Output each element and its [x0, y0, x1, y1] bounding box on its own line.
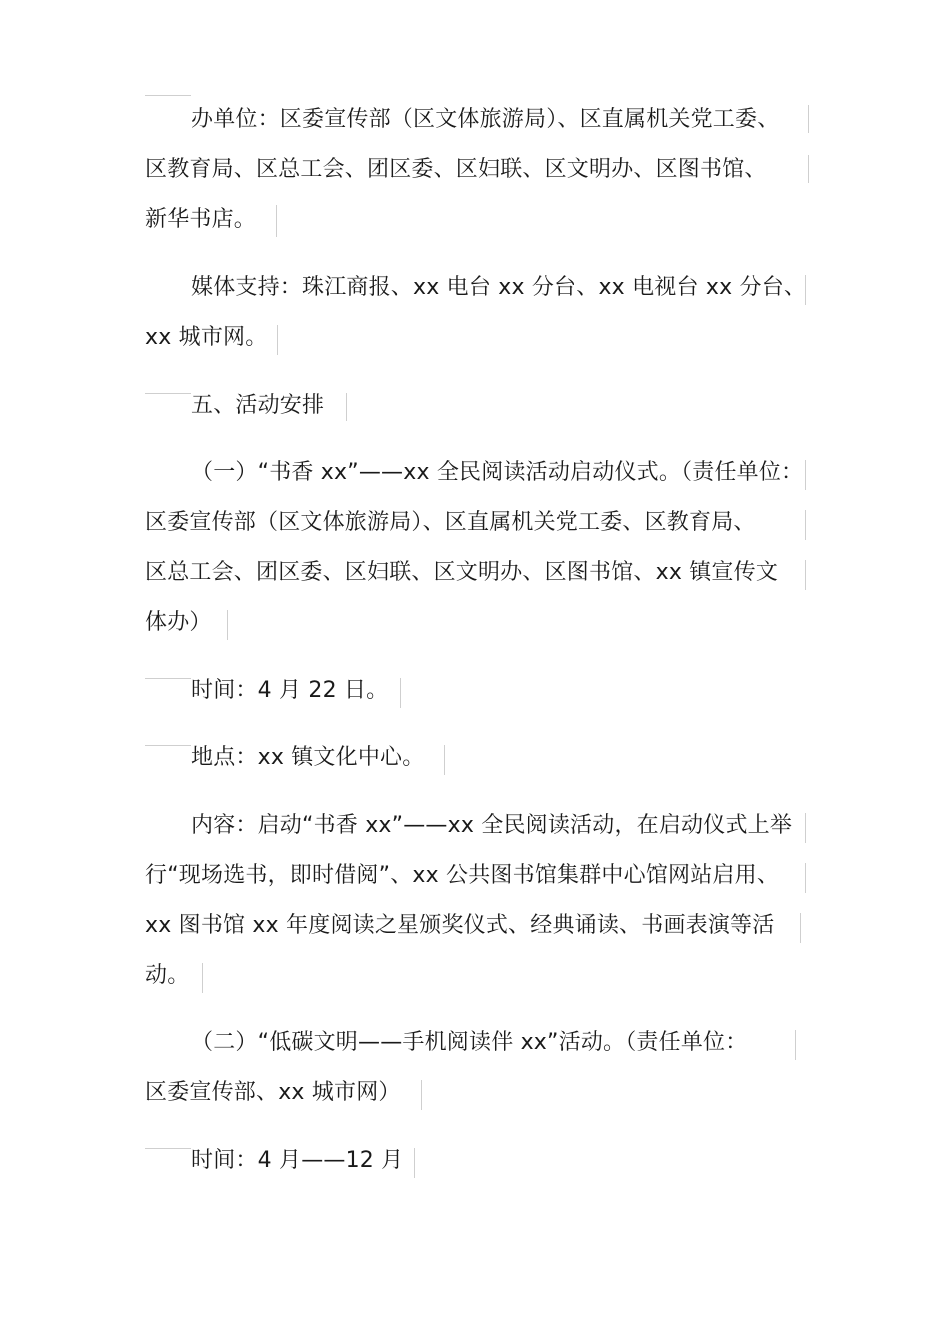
- text-line: （二）“低碳文明——手机阅读伴 xx”活动。（责任单位：: [191, 1030, 748, 1055]
- text-line: 五、活动安排: [191, 393, 325, 418]
- text-line: 办单位：区委宣传部（区文体旅游局）、区直属机关党工委、: [191, 107, 780, 132]
- text-line: 区委宣传部（区文体旅游局）、区直属机关党工委、区教育局、: [145, 510, 756, 535]
- text-line: 区总工会、团区委、区妇联、区文明办、区图书馆、xx 镇宣传文: [145, 560, 779, 585]
- section-heading: [145, 381, 809, 431]
- paragraph-content: [145, 801, 809, 1001]
- text-line: 新华书店。: [145, 207, 257, 232]
- paragraph-activity-one: [145, 448, 809, 648]
- text-line: 媒体支持：珠江商报、xx 电台 xx 分台、xx 电视台 xx 分台、: [191, 275, 807, 300]
- text-line: 行“现场选书，即时借阅”、xx 公共图书馆集群中心馆网站启用、: [145, 863, 780, 888]
- text-line: xx 图书馆 xx 年度阅读之星颁奖仪式、经典诵读、书画表演等活: [145, 913, 775, 938]
- paragraph-time: [145, 666, 809, 716]
- paragraph-location: [145, 733, 809, 783]
- text-line: xx 城市网。: [145, 325, 268, 350]
- paragraph-organizers: [145, 95, 809, 245]
- text-line: 时间：4 月——12 月: [191, 1148, 404, 1173]
- paragraph-time-two: [145, 1136, 809, 1186]
- text-line: 区教育局、区总工会、团区委、区妇联、区文明办、区图书馆、: [145, 157, 767, 182]
- text-line: 地点：xx 镇文化中心。: [191, 745, 425, 770]
- text-line: 区委宣传部、xx 城市网）: [145, 1080, 401, 1105]
- text-line: 时间：4 月 22 日。: [191, 678, 389, 703]
- text-line: 内容：启动“书香 xx”——xx 全民阅读活动，在启动仪式上举: [191, 813, 793, 838]
- text-line: 动。: [145, 963, 190, 988]
- paragraph-media-support: [145, 263, 809, 363]
- text-line: 体办）: [145, 610, 212, 635]
- paragraph-activity-two: [145, 1018, 809, 1118]
- text-line: （一）“书香 xx”——xx 全民阅读活动启动仪式。（责任单位：: [191, 460, 804, 485]
